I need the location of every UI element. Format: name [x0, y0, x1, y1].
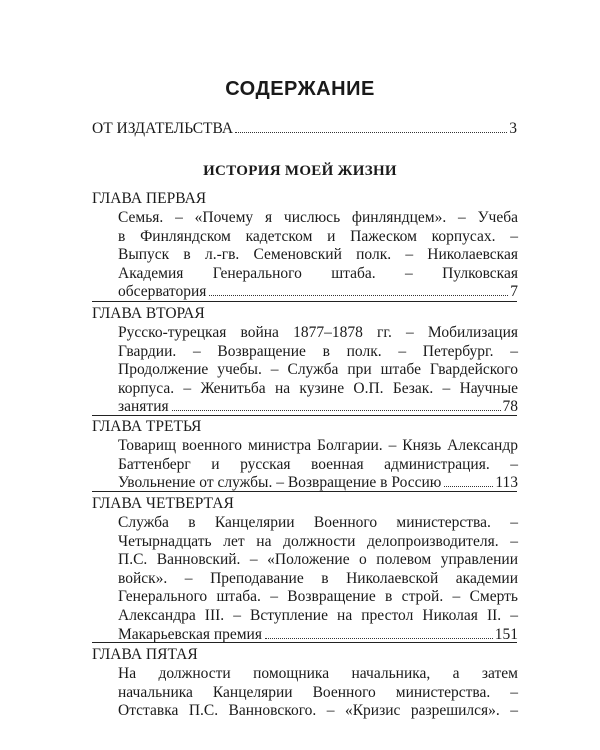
- description-line: Четырнадцать лет на должности делопроизводителя. –: [118, 532, 518, 550]
- description-last-line: [118, 283, 518, 302]
- chapter-heading: ГЛАВА ТРЕТЬЯ: [92, 418, 202, 435]
- description-line: Гвардии. – Возвращение в полк. – Петербург. –: [118, 342, 518, 360]
- description-line: Выпуск в л.-гв. Семеновский полк. – Николаевская: [118, 246, 518, 264]
- chapter-heading: ГЛАВА ПЯТАЯ: [92, 646, 198, 663]
- description-line: Служба в Канцелярии Военного министерства. –: [118, 514, 518, 531]
- description-line: Отставка П.С. Ванновского. – «Кризис разрешился». –: [118, 702, 518, 720]
- dot-leader: [209, 295, 508, 296]
- description-line: начальника Канцелярии Военного министерства. –: [118, 683, 518, 701]
- toc-page-number: 113: [495, 474, 518, 492]
- page-title: СОДЕРЖАНИЕ: [225, 78, 375, 100]
- toc-entry-publisher: [92, 120, 517, 138]
- chapter-description: [118, 514, 518, 644]
- description-line: Баттенберг и русская военная администрация. –: [118, 455, 518, 473]
- description-line: Александра III. – Вступление на престол Николая II. –: [118, 606, 518, 624]
- dot-leader: [235, 132, 507, 133]
- chapter-divider: [92, 491, 517, 492]
- description-line: занятия: [118, 398, 169, 416]
- toc-page-number: 78: [502, 398, 518, 416]
- dot-leader: [265, 638, 493, 639]
- chapter-description: [118, 324, 518, 417]
- description-line: Продолжение учебы. – Служба при штабе Гвардейского: [118, 361, 518, 379]
- dot-leader: [444, 486, 493, 487]
- toc-page-number: 3: [509, 120, 517, 137]
- description-line: Макарьевская премия: [118, 625, 262, 643]
- description-line: войск». – Преподавание в Николаевской академии: [118, 569, 518, 587]
- description-line: Товарищ военного министра Болгарии. – Князь Александр: [118, 437, 518, 454]
- dot-leader: [172, 410, 501, 411]
- description-line: Академия Генерального штаба. – Пулковская: [118, 264, 518, 282]
- description-line: Русско-турецкая война 1877–1878 гг. – Мобилизация: [118, 324, 518, 341]
- description-line: П.С. Ванновский. – «Положение о полевом управлении: [118, 551, 518, 569]
- chapter-description: [118, 665, 518, 721]
- chapter-divider: [92, 415, 517, 416]
- chapter-divider: [92, 301, 517, 302]
- description-last-line: [118, 474, 518, 493]
- chapter-heading: ГЛАВА ЧЕТВЕРТАЯ: [92, 495, 234, 512]
- chapter-heading: ГЛАВА ВТОРАЯ: [92, 305, 205, 322]
- description-line: Генерального штаба. – Возвращение в строй. – Смерть: [118, 588, 518, 606]
- section-title: ИСТОРИЯ МОЕЙ ЖИЗНИ: [203, 163, 397, 179]
- description-line: На должности помощника начальника, а затем: [118, 665, 518, 682]
- toc-page-number: 7: [510, 283, 518, 301]
- chapter-heading: ГЛАВА ПЕРВАЯ: [92, 190, 207, 207]
- toc-entry-label: ОТ ИЗДАТЕЛЬСТВА: [92, 120, 234, 137]
- chapter-divider: [92, 642, 517, 643]
- chapter-description: [118, 437, 518, 493]
- toc-page-number: 151: [494, 625, 518, 643]
- description-line: Увольнение от службы. – Возвращение в Россию: [118, 474, 442, 492]
- description-line: корпуса. – Женитьба на кузине О.П. Безак. – Научные: [118, 379, 518, 397]
- description-line: Семья. – «Почему я числюсь финляндцем». – Учеба: [118, 209, 518, 226]
- description-line: в Финляндском кадетском и Пажеском корпусах. –: [118, 227, 518, 245]
- chapter-description: [118, 209, 518, 302]
- description-line: обсерватория: [118, 283, 207, 301]
